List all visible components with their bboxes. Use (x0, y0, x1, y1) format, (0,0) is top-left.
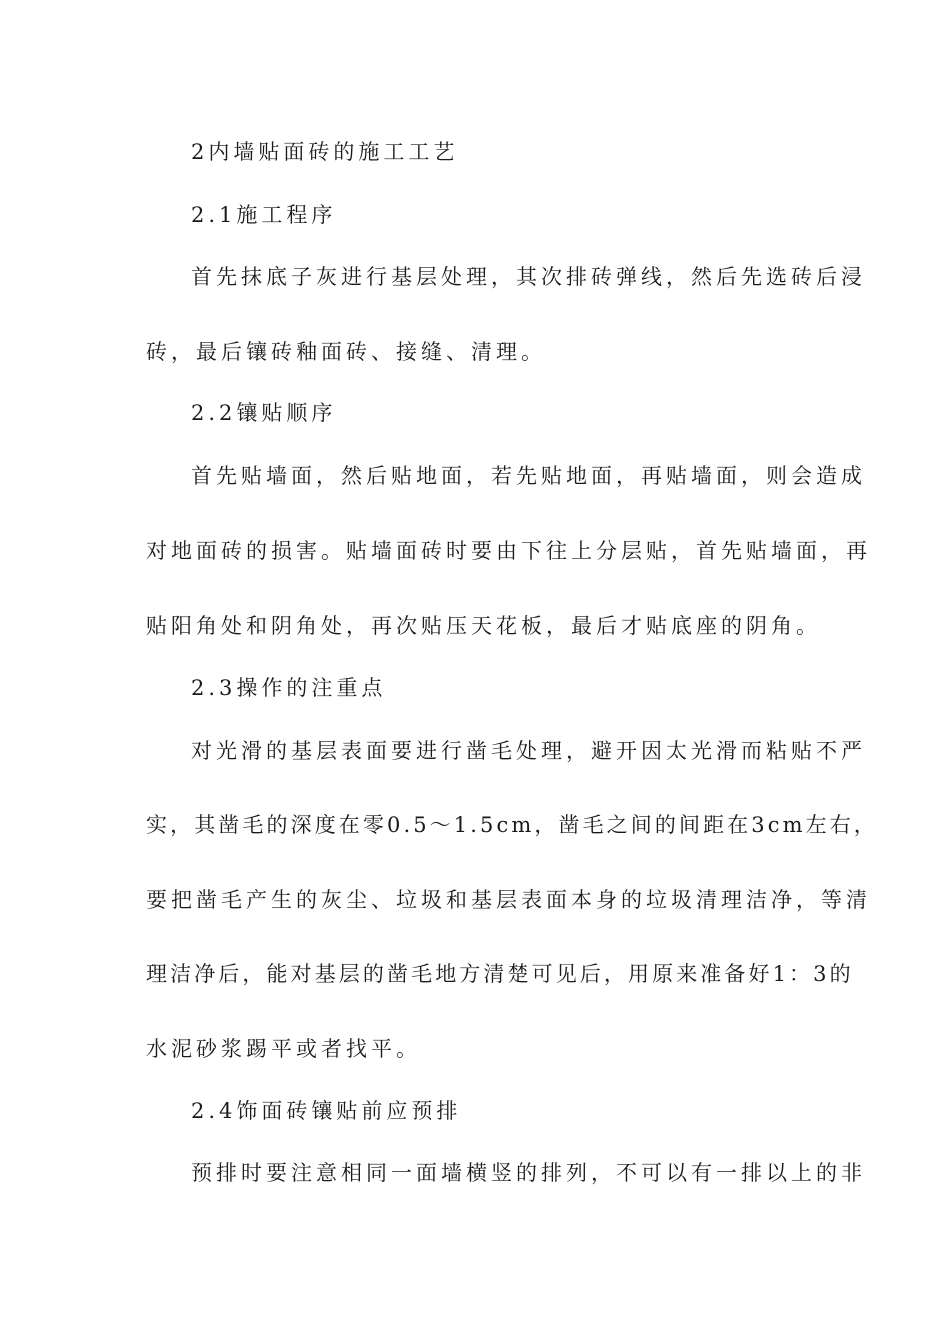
paragraph-line: 贴阳角处和阴角处，再次贴压天花板，最后才贴底座的阴角。 (146, 614, 821, 638)
section-heading: 2内墙贴面砖的施工工艺 (191, 140, 459, 164)
paragraph-line: 砖，最后镶砖釉面砖、接缝、清理。 (146, 340, 546, 364)
subsection-heading: 2.2镶贴顺序 (191, 401, 337, 425)
paragraph-line: 理洁净后，能对基层的凿毛地方清楚可见后，用原来准备好1：3的 (146, 962, 854, 986)
paragraph-line: 预排时要注意相同一面墙横竖的排列，不可以有一排以上的非 (191, 1161, 866, 1185)
paragraph-line: 要把凿毛产生的灰尘、垃圾和基层表面本身的垃圾清理洁净，等清 (146, 888, 871, 912)
subsection-heading: 2.1施工程序 (191, 203, 337, 227)
paragraph-line: 实，其凿毛的深度在零0.5～1.5cm，凿毛之间的间距在3cm左右， (146, 813, 878, 837)
paragraph-line: 对地面砖的损害。贴墙面砖时要由下往上分层贴，首先贴墙面，再 (146, 539, 871, 563)
paragraph-line: 首先抹底子灰进行基层处理，其次排砖弹线，然后先选砖后浸 (191, 265, 866, 289)
paragraph-line: 对光滑的基层表面要进行凿毛处理，避开因太光滑而粘贴不严 (191, 739, 866, 763)
subsection-heading: 2.4饰面砖镶贴前应预排 (191, 1099, 462, 1123)
subsection-heading: 2.3操作的注重点 (191, 676, 387, 700)
paragraph-line: 水泥砂浆踢平或者找平。 (146, 1037, 421, 1061)
paragraph-line: 首先贴墙面，然后贴地面，若先贴地面，再贴墙面，则会造成 (191, 464, 866, 488)
